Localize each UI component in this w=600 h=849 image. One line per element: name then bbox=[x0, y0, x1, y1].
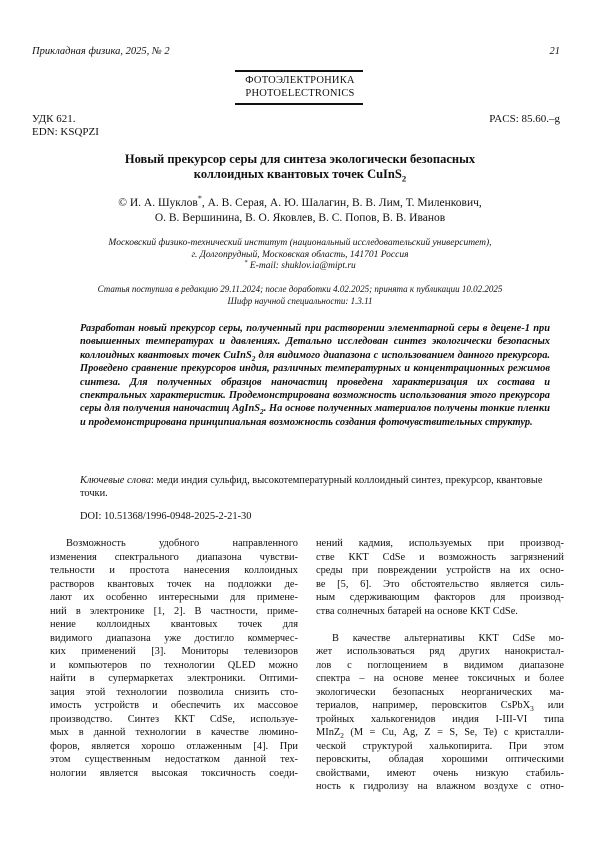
edn-code: EDN: KSQPZI bbox=[32, 126, 99, 138]
body-line: В качестве альтернативы ККТ CdSe мо- bbox=[332, 632, 564, 644]
udk-code: УДК 621. bbox=[32, 113, 76, 125]
body-line: лают их особенно интересными для примене- bbox=[50, 592, 298, 603]
section-rule-top bbox=[235, 70, 363, 72]
body-line: ным сдерживающим факторов для производ- bbox=[316, 592, 564, 603]
section-title-en: PHOTOELECTRONICS bbox=[245, 88, 355, 99]
dates-line: Статья поступила в редакцию 29.11.2024; после доработки 4.02.2025; принята к публикации 10.02.2025 bbox=[97, 284, 503, 294]
abstract-part-1: Разработан новый прекурсор серы, полученный при растворении элементарной серы в децене-1 при повышенных температурах и давлениях. Детально исследован синтез экологически безопасных коллоидных квантовых точек CuInS bbox=[80, 323, 550, 361]
abstract bbox=[80, 322, 550, 429]
body-line: найти в супермаркетах электроники. Оптими- bbox=[50, 673, 298, 684]
title-line-2-text: коллоидных квантовых точек CuInS bbox=[193, 167, 402, 181]
perovskite-text: териалов, например, перовскитов CsPbX bbox=[316, 700, 531, 711]
body-line: тройных халькогенидов индия I-III-VI типа bbox=[316, 713, 564, 725]
body-line: экологически безопасных неорганических ма- bbox=[316, 686, 564, 698]
body-line: ность к гидролизу на влажном воздухе с отно- bbox=[316, 781, 564, 792]
abstract-sub-2: 2 bbox=[260, 408, 264, 417]
body-line: спектра – на основе менее токсичных и более bbox=[316, 673, 564, 684]
body-line: нение коллоидных квантовых точек для bbox=[50, 619, 298, 630]
affiliation bbox=[50, 238, 550, 273]
author-list bbox=[60, 196, 540, 226]
body-line: свойствами, имеют очень низкую стабиль- bbox=[316, 767, 564, 779]
body-line: изменения спектрального диапазона чувстви- bbox=[50, 551, 298, 563]
body-line: ческой структурой халькопирита. При этом bbox=[316, 740, 564, 752]
page-number: 21 bbox=[549, 46, 560, 57]
body-line-formula bbox=[316, 726, 564, 740]
body-line: перовскиты, обладая хорошими оптическими bbox=[316, 754, 564, 765]
body-line: среды при повреждении устройств на их осно- bbox=[316, 565, 564, 576]
formula-rest: (M = Cu, Ag, Z = S, Se, Te) с кристалли- bbox=[343, 727, 564, 738]
formula-mins: MInZ bbox=[316, 727, 341, 738]
body-line: мых в данной технологии в качестве люмино- bbox=[50, 727, 298, 738]
submission-dates bbox=[50, 284, 550, 307]
body-line: и компьютеров по технологии QLED можно bbox=[50, 659, 298, 671]
body-line: ства солнечных батарей на основе ККТ CdSe. bbox=[316, 605, 518, 617]
title-line-2 bbox=[60, 167, 540, 182]
body-line: нений кадмия, используемых при производ- bbox=[316, 538, 564, 549]
abstract-sub-1: 2 bbox=[251, 354, 256, 363]
section-title-ru: ФОТОЭЛЕКТРОНИКА bbox=[245, 75, 355, 86]
body-line: зация этой технологии позволила снизить сто- bbox=[50, 686, 298, 698]
affiliation-line-1: Московский физико-технический институт (национальный исследовательский университет), bbox=[108, 238, 492, 248]
authors-line-2: О. В. Вершинина, В. О. Яковлев, В. С. Попов, В. В. Иванов bbox=[154, 212, 446, 224]
abstract-part-2: для видимого диапазона с использованием данного прекурсора. Проведено сравнение прекурсоров индия, различных температурных и концентрационных режимов синтеза. Для полученных образцов наночастиц проведена характеризация их состава и спектральных характеристик. Продемонстрирована возможность использования этого прекурсора серы для получения наночастиц AgInS bbox=[80, 349, 550, 415]
affiliation-line-2: г. Долгопрудный, Московская область, 141701 Россия bbox=[191, 249, 409, 260]
first-author: © И. А. Шуклов bbox=[118, 197, 198, 209]
authors-rest: , А. В. Серая, А. Ю. Шалагин, В. В. Лим, Т. Миленкович, bbox=[201, 197, 482, 209]
body-line: тельности и простота нанесения коллоидных bbox=[50, 565, 298, 576]
body-line-formula bbox=[316, 699, 564, 713]
body-column-left bbox=[50, 537, 298, 780]
corresponding-mark: * bbox=[197, 194, 202, 204]
keywords bbox=[80, 474, 550, 501]
body-line: ве [5, 6]. Это обстоятельство является силь- bbox=[316, 578, 564, 590]
body-line: ких применений [3]. Мониторы телевизоров bbox=[50, 646, 298, 657]
article-title bbox=[60, 152, 540, 182]
body-line: видимого диапазона уже достигло коммерчес- bbox=[50, 632, 298, 644]
body-line: ний в электронике [1, 2]. В частности, приме- bbox=[50, 605, 298, 617]
body-column-right bbox=[316, 537, 564, 794]
keywords-label: Ключевые слова bbox=[80, 475, 152, 486]
email-mark: * bbox=[244, 258, 248, 266]
email-line bbox=[50, 258, 550, 273]
body-line: форов, является хорошо отлаженным [4]. При bbox=[50, 740, 298, 752]
specialty-code: Шифр научной специальности: 1.3.11 bbox=[227, 295, 373, 306]
body-line: нологии является высокая токсичность соеди- bbox=[50, 767, 298, 779]
body-line: Возможность удобного направленного bbox=[66, 538, 298, 549]
title-subscript: 2 bbox=[401, 173, 407, 184]
body-line: жет использоваться ряд других нанокристал- bbox=[316, 646, 564, 657]
body-line: растворов квантовых точек на подложки де- bbox=[50, 578, 298, 590]
abstract-part-3: . На основе полученных материалов получены тонкие пленки и продемонстрирована принципиальная возможность создания фоточувствительных структур. bbox=[80, 403, 550, 428]
authors-line-1 bbox=[60, 196, 540, 211]
body-line: лов с поглощением в видимом диапазоне bbox=[316, 659, 564, 671]
pacs-code: PACS: 85.60.–g bbox=[489, 113, 560, 125]
paragraph-gap bbox=[316, 618, 564, 632]
body-line: производство. Синтез ККТ CdSe, используе- bbox=[50, 713, 298, 725]
formula-sub: 2 bbox=[340, 732, 344, 740]
body-line: имость устройств и обеспечить их массовое bbox=[50, 700, 298, 711]
perovskite-after: или bbox=[533, 700, 564, 711]
udk-block bbox=[32, 113, 99, 139]
doi: DOI: 10.51368/1996-0948-2025-2-21-30 bbox=[80, 511, 252, 522]
perovskite-sub: 3 bbox=[530, 705, 534, 713]
title-line-1: Новый прекурсор серы для синтеза экологически безопасных bbox=[124, 152, 476, 166]
body-line: этом существенным недостатком данной тех- bbox=[50, 754, 298, 765]
body-line: стве ККТ CdSe и возможность загрязнений bbox=[316, 551, 564, 563]
keywords-text: : меди индия сульфид, высокотемпературный коллоидный синтез, прекурсор, квантовые точки. bbox=[80, 475, 543, 500]
section-rule-bottom bbox=[235, 103, 363, 105]
running-header-journal: Прикладная физика, 2025, № 2 bbox=[32, 46, 170, 57]
author-email: E-mail: shuklov.ia@mipt.ru bbox=[247, 261, 356, 271]
